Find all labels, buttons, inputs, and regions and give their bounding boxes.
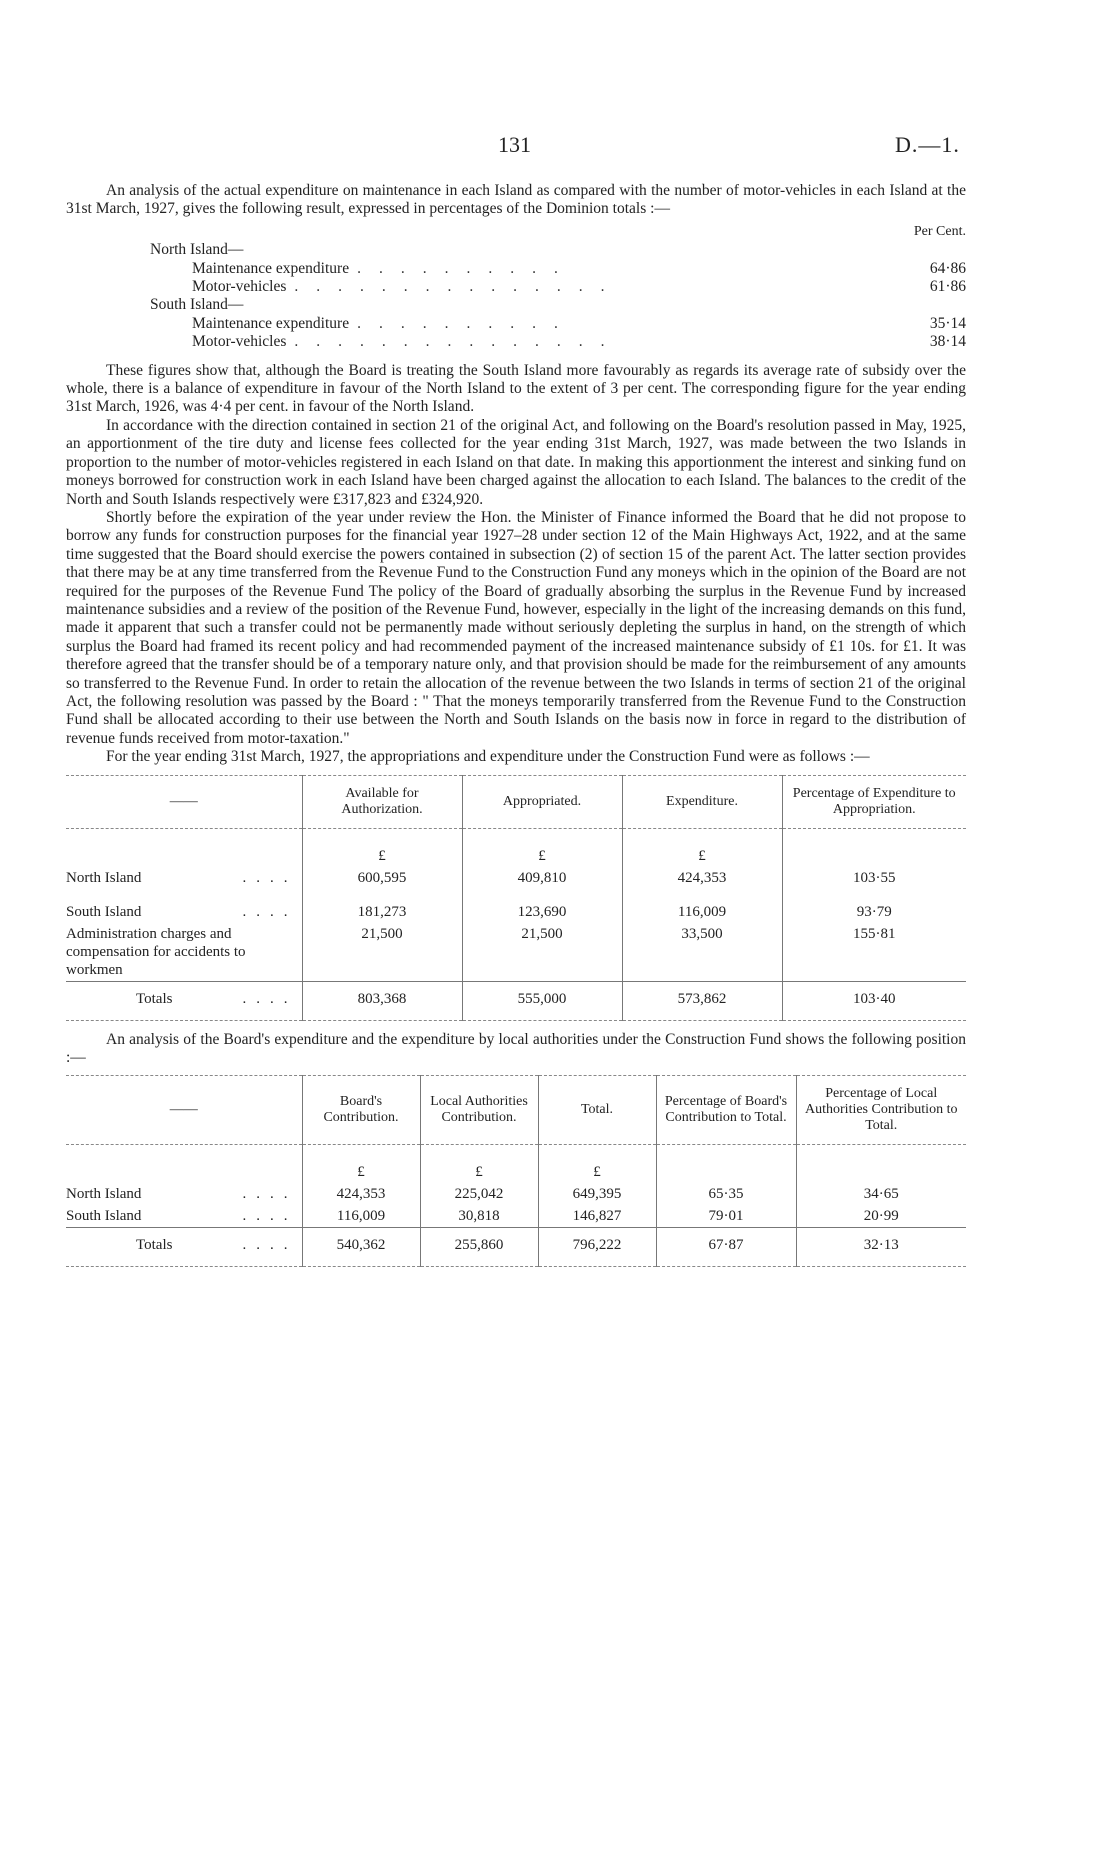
table-cell: 65·35 — [656, 1183, 796, 1205]
item-value: 35·14 — [929, 314, 966, 332]
item-label: Maintenance expenditure — [192, 314, 350, 332]
percentage-list — [66, 223, 966, 352]
table-cell: 155·81 — [782, 923, 966, 982]
item-value: 64·86 — [929, 259, 966, 277]
table-cell: 21,500 — [462, 923, 622, 982]
table-cell: 79·01 — [656, 1205, 796, 1228]
body-paragraph: These figures show that, although the Board is treating the South Island more favourably as regards its average rate of subsidy over the whole, there is a balance of expenditure in favour of the North Island to the extent of 3 per cent. The corresponding figure for the year ending 31st March, 1926, was 4·4 per cent. in favour of the North Island. — [66, 361, 966, 416]
column-header: Percentage of Board's Contribution to Total. — [656, 1076, 796, 1145]
document-code: D.—1. — [895, 132, 960, 157]
table-row — [66, 923, 966, 982]
table-row — [66, 1205, 966, 1228]
percentage-header: Per Cent. — [913, 223, 966, 239]
leader-dots: .......... — [357, 259, 576, 277]
list-item — [66, 333, 966, 351]
body-paragraph: For the year ending 31st March, 1927, the appropriations and expenditure under the Construction Fund were as follows :— — [106, 748, 870, 766]
table-cell: 116,009 — [622, 889, 782, 923]
table-cell: 803,368 — [302, 981, 462, 1020]
column-header: Total. — [538, 1076, 656, 1145]
leader-dots: .......... — [357, 314, 576, 332]
group-label: North Island— — [150, 241, 244, 259]
leader-dots: ............... — [294, 278, 623, 296]
unit-cell — [782, 828, 966, 867]
list-item — [66, 315, 966, 333]
column-header: Percentage of Local Authorities Contribution to Total. — [796, 1076, 966, 1145]
intro-paragraph: An analysis of the actual expenditure on maintenance in each Island as compared with the number of motor-vehicles in each Island at the 31st March, 1927, gives the following result, expressed in percentages of the Dominion totals :— — [66, 182, 966, 218]
unit-cell — [656, 1145, 796, 1184]
body-paragraph: An analysis of the Board's expenditure and the expenditure by local authorities under the Construction Fund shows the following position :— — [66, 1030, 966, 1066]
unit-cell: £ — [622, 828, 782, 867]
table-cell: 103·55 — [782, 867, 966, 889]
column-header: Appropriated. — [462, 775, 622, 828]
table-cell: 225,042 — [420, 1183, 538, 1205]
totals-row — [66, 1228, 966, 1267]
table-cell: 32·13 — [796, 1228, 966, 1267]
column-header: Local Authorities Contribution. — [420, 1076, 538, 1145]
row-label: Totals .... — [66, 981, 302, 1020]
table-cell: 34·65 — [796, 1183, 966, 1205]
table-cell: 573,862 — [622, 981, 782, 1020]
unit-cell: £ — [462, 828, 622, 867]
column-header: Percentage of Expenditure to Appropriation. — [782, 775, 966, 828]
table-cell: 255,860 — [420, 1228, 538, 1267]
leader-dots: ............... — [294, 333, 623, 351]
table-cell: 33,500 — [622, 923, 782, 982]
column-header: Board's Contribution. — [302, 1076, 420, 1145]
row-label: North Island .... — [66, 869, 298, 886]
body-paragraph: Shortly before the expiration of the year under review the Hon. the Minister of Finance informed the Board that he did not propose to borrow any funds for construction purposes for the financial year 1927–28 under section 12 of the Main Highways Act, 1922, and at the same time suggested that the Board should exercise the powers contained in subsection (2) of section 15 of the parent Act. The latter section provides that there may be at any time transferred from the Revenue Fund to the Construction Fund any moneys which in the opinion of the Board are not required for the purposes of the Revenue Fund The policy of the Board of gradually absorbing the surplus in the Revenue Fund by increased maintenance subsidies and a review of the position of the Revenue Fund, however, especially in the light of the increasing demands on this fund, made it apparent that such a transfer could not be permanently made without seriously depleting the surplus in hand, on the strength of which surplus the Board had framed its recent policy and had recommended payment of the increased maintenance subsidy of £1 10s. for £1. It was therefore agreed that the transfer should be of a temporary nature only, and that provision should be made for the reimbursement of any amounts so transferred to the Revenue Fund. In order to retain the allocation of the revenue between the two Islands in terms of section 21 of the original Act, the following resolution was passed by the Board : " That the moneys temporarily transferred from the Revenue Fund to the Construction Fund shall be allocated according to their use between the North and South Islands on the basis now in force in regard to the distribution of revenue funds received from motor-taxation." — [66, 508, 966, 747]
unit-row — [66, 1145, 966, 1184]
row-label: South Island .... — [66, 1208, 298, 1225]
table-cell: 540,362 — [302, 1228, 420, 1267]
table-cell: 30,818 — [420, 1205, 538, 1228]
item-value: 38·14 — [929, 333, 966, 351]
column-header: Available for Authorization. — [302, 775, 462, 828]
table-cell: 93·79 — [782, 889, 966, 923]
row-label: South Island .... — [66, 903, 298, 920]
unit-cell: £ — [302, 828, 462, 867]
list-item — [66, 260, 966, 278]
item-label: Motor-vehicles — [192, 333, 287, 351]
table-cell: 555,000 — [462, 981, 622, 1020]
item-label: Motor-vehicles — [192, 278, 287, 296]
group-north — [66, 241, 966, 259]
table-cell: 424,353 — [622, 867, 782, 889]
row-label: Totals .... — [66, 1228, 302, 1267]
table-row — [66, 889, 966, 923]
item-label: Maintenance expenditure — [192, 259, 350, 277]
row-label: North Island .... — [66, 1186, 298, 1203]
table-cell: 424,353 — [302, 1183, 420, 1205]
page-content — [66, 182, 966, 1277]
row-label: Administration charges and compensation for accidents to workmen — [66, 925, 246, 978]
table-row — [66, 867, 966, 889]
table-cell: 123,690 — [462, 889, 622, 923]
body-paragraph: In accordance with the direction contained in section 21 of the original Act, and following on the Board's resolution passed in May, 1925, an apportionment of the tire duty and license fees collected for the year ending 31st March, 1927, was made between the two Islands in proportion to the number of motor-vehicles registered in each Island on that date. In making this apportionment the interest and sinking fund on moneys borrowed for construction work in each Island have been charged against the allocation to each Island. The balances to the credit of the North and South Islands respectively were £317,823 and £324,920. — [66, 416, 966, 508]
unit-cell: £ — [302, 1145, 420, 1184]
table-cell: 796,222 — [538, 1228, 656, 1267]
page-number: 131 — [498, 132, 531, 157]
corner-cell: —— — [66, 1076, 302, 1145]
contribution-table — [66, 1075, 966, 1267]
table-header-row — [66, 775, 966, 828]
table-cell: 103·40 — [782, 981, 966, 1020]
table-row — [66, 1183, 966, 1205]
table-cell: 67·87 — [656, 1228, 796, 1267]
totals-row — [66, 981, 966, 1020]
page-header — [0, 132, 1114, 156]
table-cell: 649,395 — [538, 1183, 656, 1205]
table-cell: 146,827 — [538, 1205, 656, 1228]
unit-cell: £ — [420, 1145, 538, 1184]
table-cell: 181,273 — [302, 889, 462, 923]
unit-row — [66, 828, 966, 867]
list-item — [66, 278, 966, 296]
table-cell: 409,810 — [462, 867, 622, 889]
table-cell: 20·99 — [796, 1205, 966, 1228]
group-south — [66, 296, 966, 314]
column-header: Expenditure. — [622, 775, 782, 828]
table-cell: 21,500 — [302, 923, 462, 982]
table-cell: 116,009 — [302, 1205, 420, 1228]
item-value: 61·86 — [929, 278, 966, 296]
unit-cell: £ — [538, 1145, 656, 1184]
table-header-row — [66, 1076, 966, 1145]
corner-cell: —— — [66, 775, 302, 828]
construction-fund-table — [66, 775, 966, 1021]
unit-cell — [796, 1145, 966, 1184]
group-label: South Island— — [150, 296, 244, 314]
percentage-header-row — [66, 223, 966, 241]
table-cell: 600,595 — [302, 867, 462, 889]
